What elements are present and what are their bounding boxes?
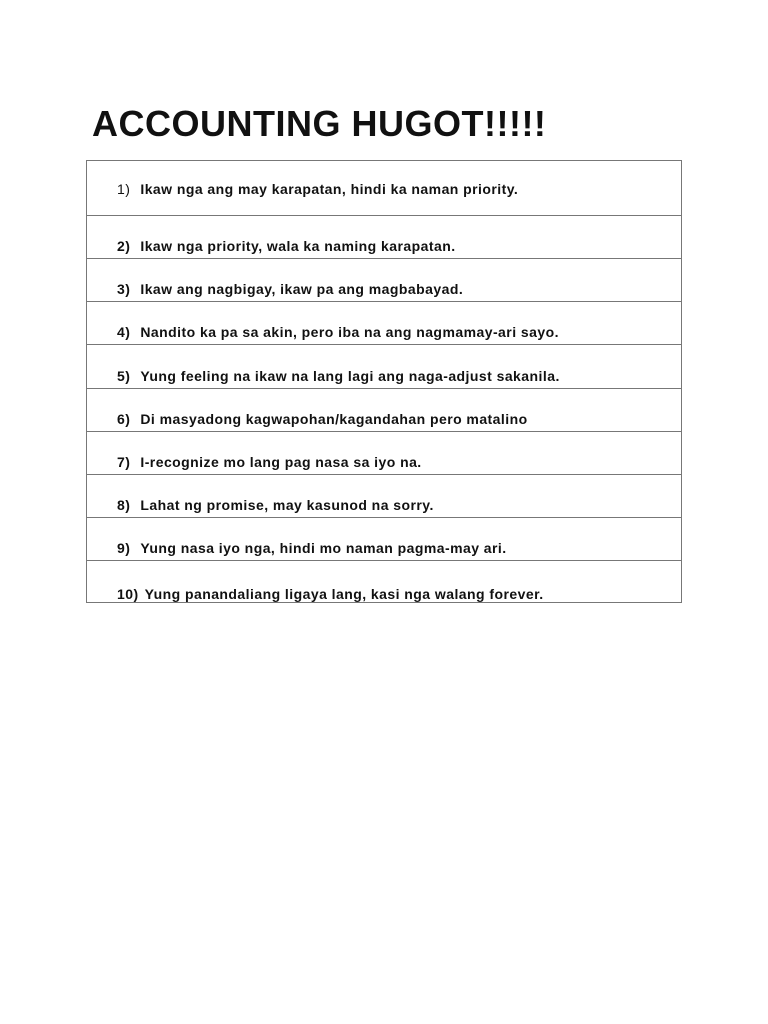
hugot-table	[86, 160, 682, 603]
list-item-label: Lahat ng promise, may kasunod na sorry.	[140, 497, 434, 513]
list-item	[87, 161, 681, 216]
list-item-text	[117, 497, 434, 513]
list-item-label: Yung panandaliang ligaya lang, kasi nga walang forever.	[144, 586, 544, 602]
list-item	[87, 475, 681, 518]
list-item-number: 10)	[117, 586, 139, 602]
list-item-text	[117, 368, 560, 384]
list-item	[87, 345, 681, 389]
list-item	[87, 561, 681, 602]
list-item-label: Ikaw ang nagbigay, ikaw pa ang magbabayad.	[140, 281, 464, 297]
list-item	[87, 216, 681, 259]
list-item-label: I-recognize mo lang pag nasa sa iyo na.	[140, 454, 422, 470]
list-item	[87, 259, 681, 302]
list-item-label: Yung nasa iyo nga, hindi mo naman pagma-may ari.	[140, 540, 507, 556]
list-item	[87, 518, 681, 561]
list-item-number: 6)	[117, 411, 131, 427]
list-item-text	[117, 540, 507, 556]
list-item-text	[117, 454, 422, 470]
list-item-number: 8)	[117, 497, 131, 513]
list-item-label: Di masyadong kagwapohan/kagandahan pero matalino	[140, 411, 528, 427]
list-item-number: 7)	[117, 454, 131, 470]
list-item-text	[117, 411, 528, 427]
list-item-number: 5)	[117, 368, 131, 384]
list-item-label: Ikaw nga ang may karapatan, hindi ka naman priority.	[140, 181, 519, 197]
list-item-text	[117, 586, 544, 602]
list-item-number: 4)	[117, 324, 131, 340]
document-title: ACCOUNTING HUGOT!!!!!	[92, 103, 547, 144]
list-item-number: 1)	[117, 181, 131, 197]
list-item-number: 2)	[117, 238, 131, 254]
list-item-text	[117, 181, 518, 197]
list-item-number: 3)	[117, 281, 131, 297]
list-item	[87, 432, 681, 475]
list-item-label: Yung feeling na ikaw na lang lagi ang naga-adjust sakanila.	[140, 368, 560, 384]
list-item-text	[117, 281, 463, 297]
list-item	[87, 389, 681, 432]
list-item-label: Nandito ka pa sa akin, pero iba na ang nagmamay-ari sayo.	[140, 324, 559, 340]
list-item	[87, 302, 681, 345]
list-item-number: 9)	[117, 540, 131, 556]
list-item-text	[117, 324, 559, 340]
list-item-text	[117, 238, 456, 254]
list-item-label: Ikaw nga priority, wala ka naming karapatan.	[140, 238, 456, 254]
